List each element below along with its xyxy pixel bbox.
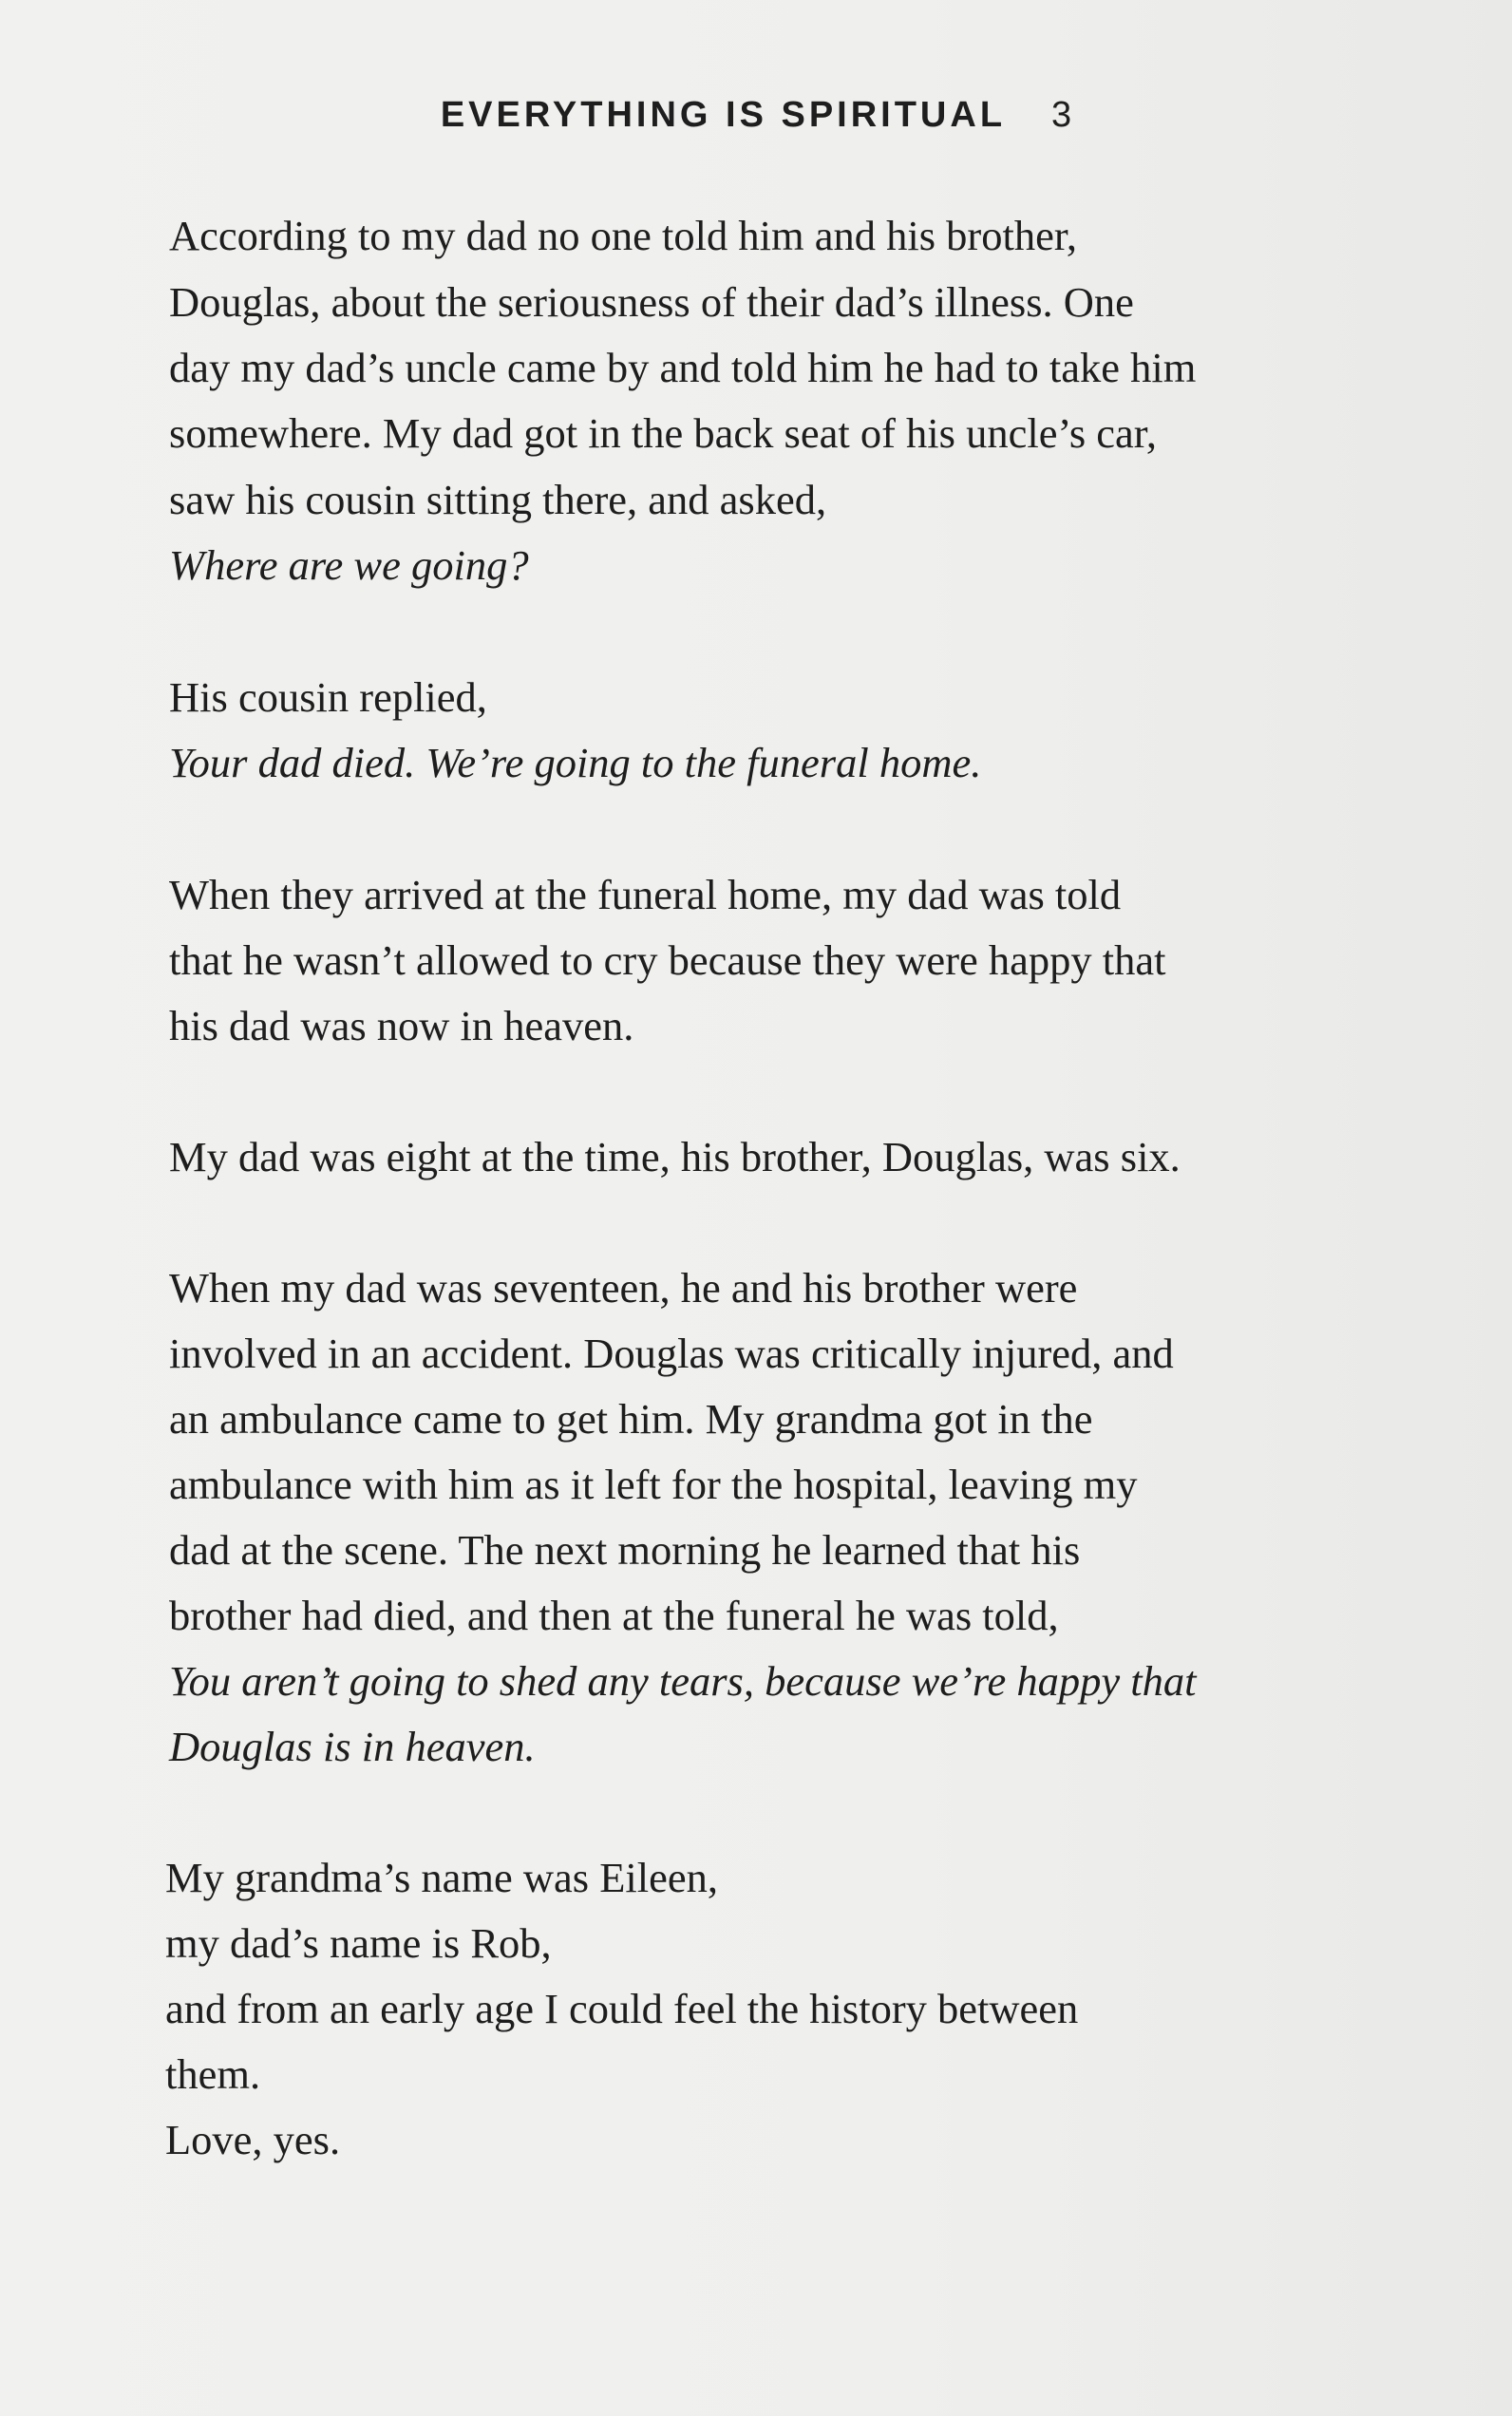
body-line-italic: Where are we going? [169, 541, 529, 589]
body-line: that he wasn’t allowed to cry because they were happy that [169, 936, 1166, 984]
running-title: EVERYTHING IS SPIRITUAL [440, 95, 1007, 135]
body-line: day my dad’s uncle came by and told him he had to take him [169, 344, 1197, 391]
body-line-italic: Douglas is in heaven. [169, 1723, 536, 1770]
body-line: ambulance with him as it left for the hospital, leaving my [169, 1461, 1138, 1508]
body-line: an ambulance came to get him. My grandma got in the [169, 1395, 1093, 1443]
body-line: them. [165, 2050, 261, 2098]
body-line: When they arrived at the funeral home, my dad was told [169, 871, 1122, 918]
body-line: When my dad was seventeen, he and his brother were [169, 1264, 1078, 1312]
body-line: somewhere. My dad got in the back seat of his uncle’s car, [169, 409, 1157, 457]
body-line: my dad’s name is Rob, [165, 1919, 552, 1967]
running-header [0, 95, 1512, 136]
body-line: involved in an accident. Douglas was critically injured, and [169, 1330, 1174, 1377]
body-line: His cousin replied, [169, 673, 487, 721]
body-line: dad at the scene. The next morning he learned that his [169, 1526, 1081, 1574]
body-line: and from an early age I could feel the history between [165, 1985, 1079, 2032]
body-line: My grandma’s name was Eileen, [165, 1854, 719, 1901]
body-line: brother had died, and then at the funeral he was told, [169, 1592, 1059, 1639]
body-line-italic: You aren’t going to shed any tears, because we’re happy that [169, 1657, 1197, 1705]
body-line: My dad was eight at the time, his brother, Douglas, was six. [169, 1133, 1181, 1180]
body-line: Love, yes. [165, 2116, 341, 2163]
body-line: According to my dad no one told him and his brother, [169, 212, 1078, 259]
body-line: his dad was now in heaven. [169, 1002, 634, 1049]
body-line: saw his cousin sitting there, and asked, [169, 476, 827, 523]
body-line-italic: Your dad died. We’re going to the funeral home. [169, 739, 982, 786]
page-number: 3 [1051, 95, 1072, 135]
body-line: Douglas, about the seriousness of their dad’s illness. One [169, 278, 1134, 326]
